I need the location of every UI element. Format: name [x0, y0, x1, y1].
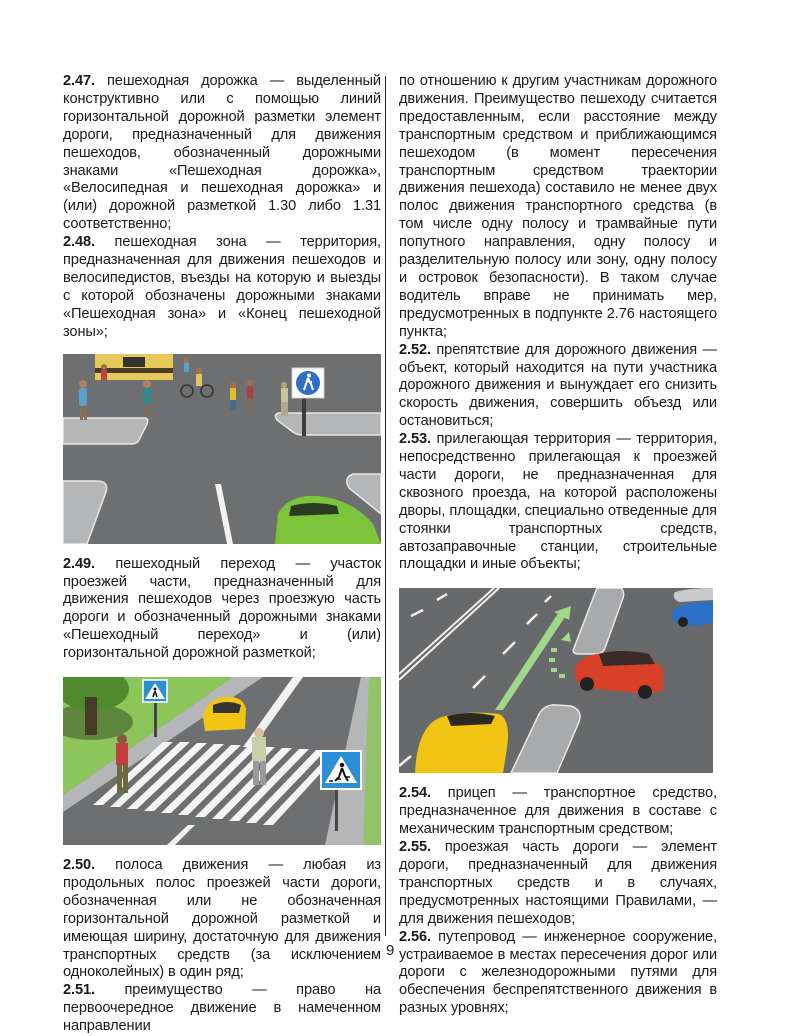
definition-2-54: 2.54. прицеп — транспортное средство, предназначенное для движения в составе с механическим транспортным средством;	[399, 785, 717, 838]
pedestrian-crossing-sign-small-icon	[143, 680, 167, 702]
definition-2-49: 2.49. пешеходный переход — участок проезжей части, предназначенный для движения пешеходов через проезжую часть дороги и обозначенный дорожными знаками «Пешеходный переход» и (или) горизонтальной дорожной разметкой;	[63, 555, 381, 662]
definition-2-50: 2.50. полоса движения — любая из продольных полос проезжей части дороги, обозначенная или не обозначенная горизонтальной дорожной разметкой и имеющая ширину, достаточную для движения транспортных средств (за исключением одноколейных) в один ряд;	[63, 857, 381, 981]
definition-2-55: 2.55. проезжая часть дороги — элемент дороги, предназначенный для движения транспортных средств и в случаях, предусмотренных настоящими Правилами, — для движения пешеходов;	[399, 839, 717, 927]
page-number: 9	[386, 942, 395, 959]
definition-2-47: 2.47. пешеходная дорожка — выделенный конструктивно или с помощью линий горизонтальной дорожной разметки элемент дороги, предназначенный для движения пешеходов, обозначенный дорожными знаками «Пешеходная дорожка», «Велосипедная и пешеходная дорожка» и (или) дорожной разметкой 1.30 либо 1.31 соответственно;	[63, 73, 381, 233]
pedestrian-crossing-illustration	[63, 677, 381, 845]
definition-2-48: 2.48. пешеходная зона — территория, предназначенная для движения пешеходов и велосипедистов, въезды на которую и выезды с которой обозначены дорожными знаками «Пешеходная зона» и «Конец пешеходной зоны»;	[63, 234, 381, 340]
left-column	[63, 73, 381, 1036]
definition-2-51: 2.51. преимущество — право на первоочередное движение в намеченном направлении	[63, 982, 381, 1035]
definition-2-53: 2.53. прилегающая территория — территория, непосредственно прилегающая к проезжей части дороги, не предназначенная для сквозного проезда, на которой расположены дворы, площадки, специально отведенные для стоянки транспортных средств, автозаправочные станции, строительные площадки и иные объекты;	[399, 431, 717, 573]
definition-2-56: 2.56. путепровод — инженерное сооружение, устраиваемое в местах пересечения дорог или дороги с железнодорожными путями для обеспечения беспрепятственного движения в разных уровнях;	[399, 928, 717, 1017]
right-column	[399, 73, 717, 1018]
pedestrian-zone-sign-icon	[292, 368, 324, 398]
pedestrian-zone-illustration	[63, 354, 381, 544]
definition-2-51-continuation: по отношению к другим участникам дорожного движения. Преимущество пешеходу считается предоставленным, если расстояние между транспортным средством и приближающимся пешеходом (в момент пересечения транспортным средством траектории движения пешехода) составило не менее двух полос движения транспортного средства (в том числе одну полосу и трамвайные пути попутного направления, одну полосу и разделительную полосу или зону, одну полосу и островок безопасности). В таком случае водитель вправе не принимать мер, предусмотренных в подпункте 2.76 настоящего пункта;	[399, 73, 717, 340]
definition-2-52: 2.52. препятствие для дорожного движения — объект, который находится на пути участника дорожного движения и вынуждает его снизить скорость движения, совершить объезд или остановиться;	[399, 341, 717, 430]
pedestrian-crossing-sign-icon	[321, 751, 361, 789]
column-divider	[385, 76, 386, 936]
adjacent-territory-illustration	[399, 588, 713, 773]
